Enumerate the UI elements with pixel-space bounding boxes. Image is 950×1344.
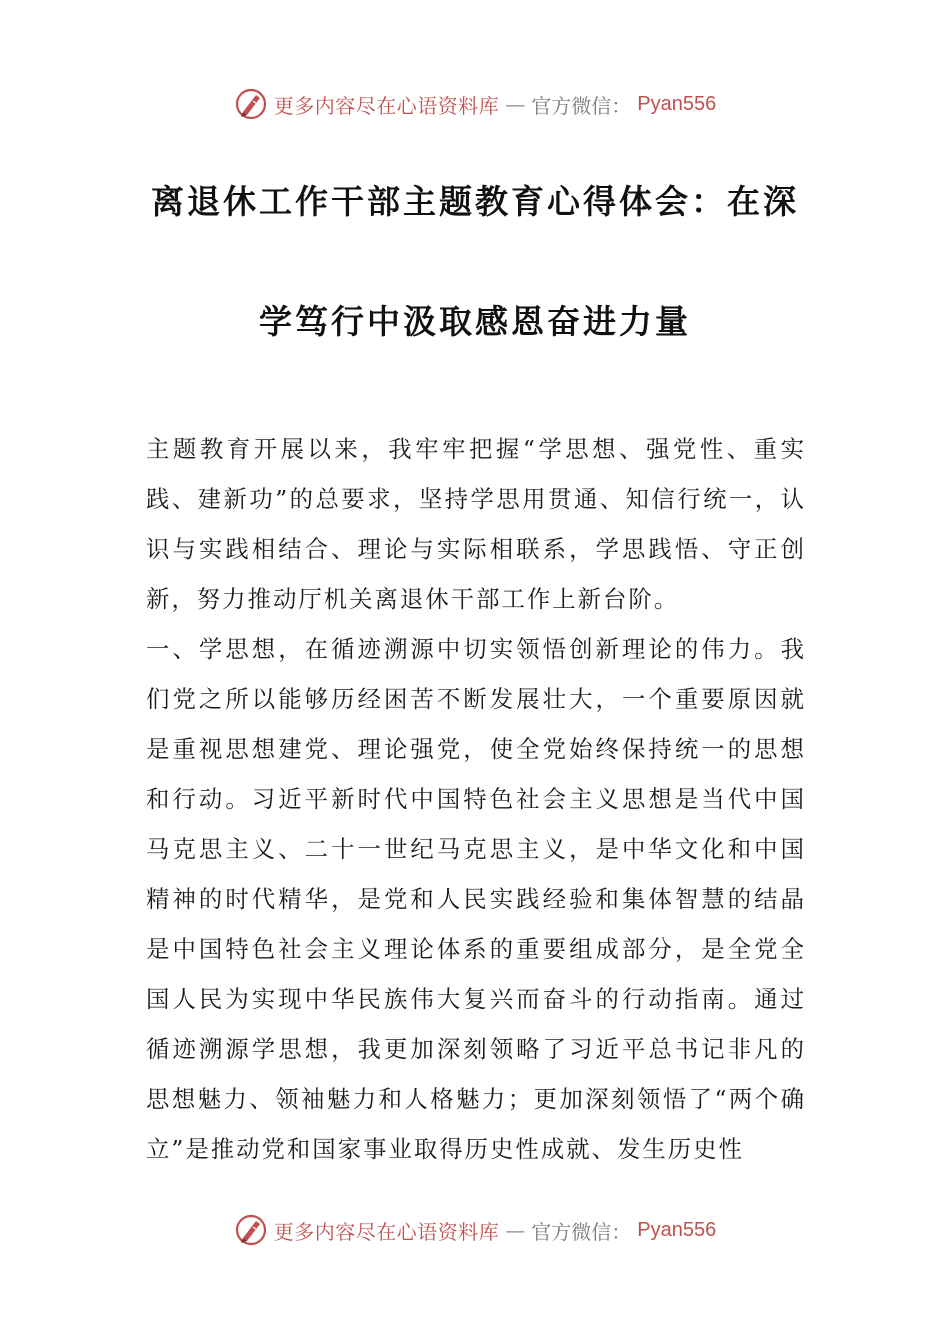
pen-logo-icon: [234, 1213, 268, 1247]
body-paragraph: 一、学思想，在循迹溯源中切实领悟创新理论的伟力。我们党之所以能够历经困苦不断发展壮大，一个重要原因就是重视思想建党、理论强党，使全党始终保持统一的思想和行动。习近平新时代中国特色社会主义思想是当代中国马克思主义、二十一世纪马克思主义，是中华文化和中国精神的时代精华，是党和人民实践经验和集体智慧的结晶是中国特色社会主义理论体系的重要组成部分，是全党全国人民为实现中华民族伟大复兴而奋斗的行动指南。通过循迹溯源学思想，我更加深刻领略了习近平总书记非凡的思想魅力、领袖魅力和人格魅力；更加深刻领悟了“两个确立”是推动党和国家事业取得历史性成就、发生历史性: [146, 635, 806, 1163]
banner-dash: —: [505, 92, 526, 116]
document-body: [146, 424, 806, 1174]
footer-banner: [0, 1208, 950, 1252]
banner-dash: —: [505, 1218, 526, 1242]
banner-slogan: 更多内容尽在心语资料库: [273, 93, 500, 118]
banner-wechat-label: 官方微信：: [531, 1219, 632, 1244]
body-paragraph: 主题教育开展以来，我牢牢把握“学思想、强党性、重实践、建新功”的总要求，坚持学思用贯通、知信行统一，认识与实践相结合、理论与实际相联系，学思践悟、守正创新，努力推动厅机关离退休干部工作上新台阶。: [146, 435, 806, 613]
banner-wechat-id: Pyan556: [637, 1218, 717, 1241]
document-title-line-1: 离退休工作干部主题教育心得体会：在深: [151, 182, 799, 221]
banner-wechat-label: 官方微信：: [531, 93, 632, 118]
banner-wechat-id: Pyan556: [637, 92, 717, 115]
document-title-line-2: 学笃行中汲取感恩奋进力量: [259, 302, 691, 341]
pen-logo-icon: [234, 87, 268, 121]
banner-slogan: 更多内容尽在心语资料库: [273, 1219, 500, 1244]
header-banner: [0, 82, 950, 126]
